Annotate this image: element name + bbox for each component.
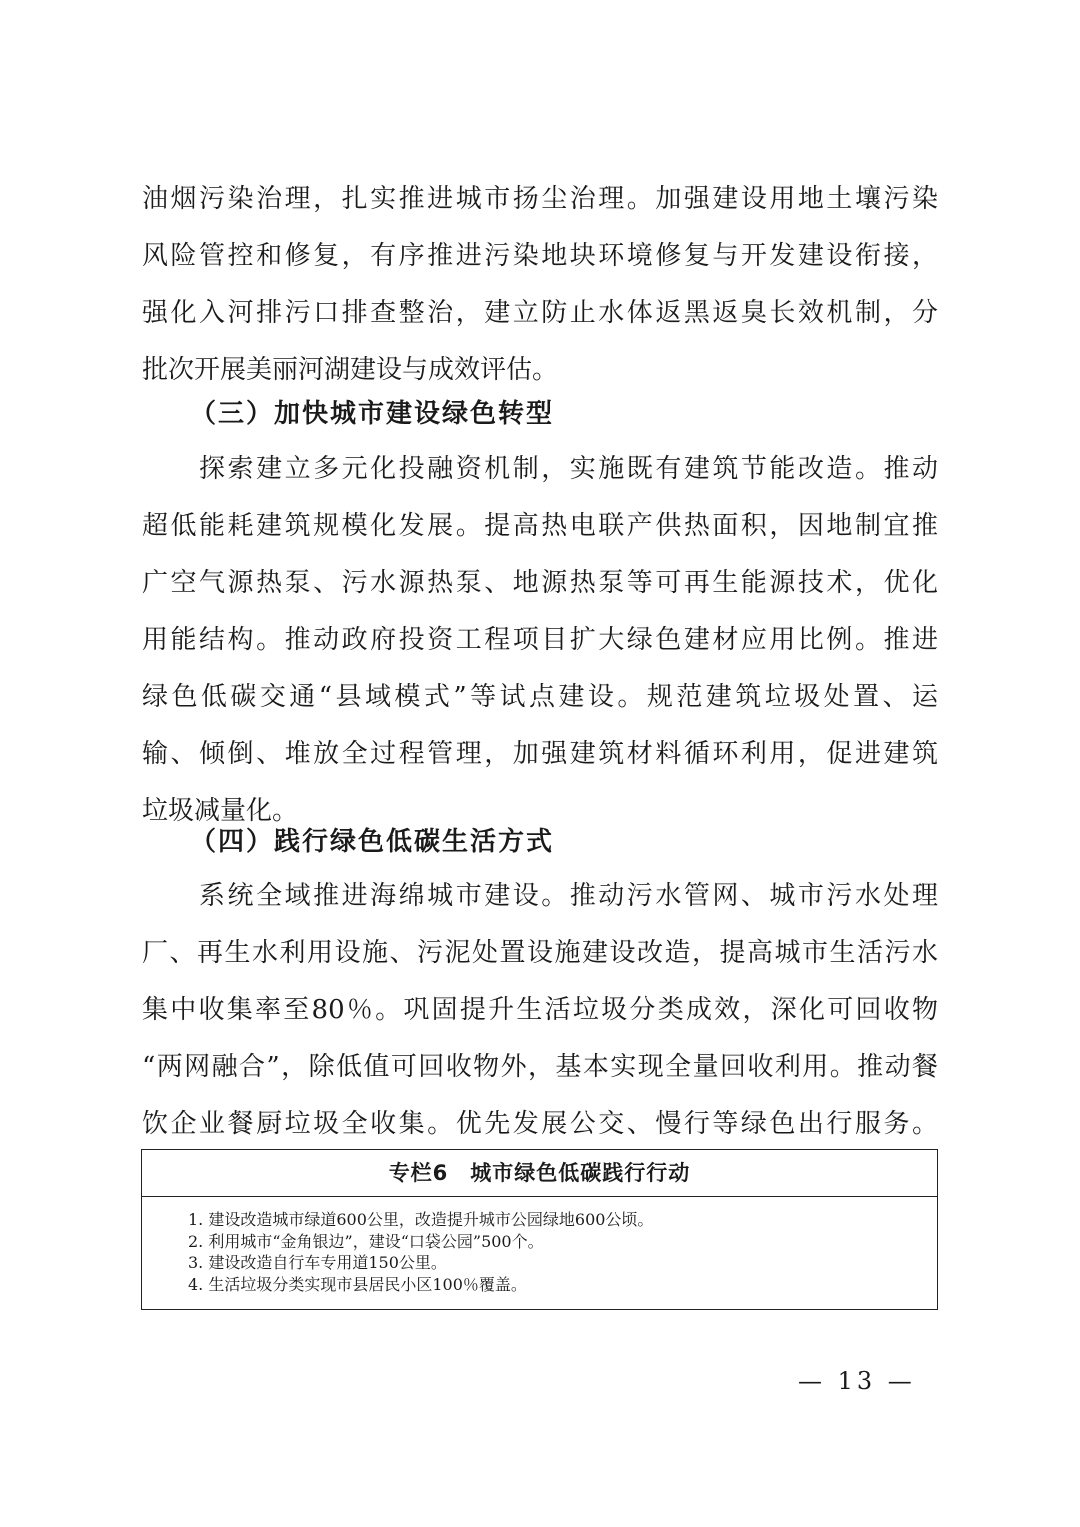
feature-box-list <box>142 1197 937 1295</box>
list-item: 4. 生活垃圾分类实现市县居民小区100％覆盖。 <box>188 1274 527 1294</box>
text-line: 饮企业餐厨垃圾全收集。优先发展公交、慢行等绿色出行服务。 <box>142 1109 938 1139</box>
text-line: 垃圾减量化。 <box>142 796 299 826</box>
text-line: 批次开展美丽河湖建设与成效评估。 <box>142 355 559 385</box>
feature-box <box>141 1149 938 1310</box>
text-line: 油烟污染治理，扎实推进城市扬尘治理。加强建设用地土壤污染 <box>142 184 938 214</box>
section-heading-3: （三）加快城市建设绿色转型 <box>190 399 555 429</box>
list-item: 3. 建设改造自行车专用道150公里。 <box>188 1253 447 1272</box>
text-line: “两网融合”，除低值可回收物外，基本实现全量回收利用。推动餐 <box>142 1052 938 1082</box>
paragraph-pollution-control <box>142 171 938 399</box>
section-heading-4: （四）践行绿色低碳生活方式 <box>190 827 555 857</box>
text-line: 输、倾倒、堆放全过程管理，加强建筑材料循环利用，促进建筑 <box>142 739 938 769</box>
text-line: 绿色低碳交通“县域模式”等试点建设。规范建筑垃圾处置、运 <box>142 682 938 712</box>
text-line: 超低能耗建筑规模化发展。提高热电联产供热面积，因地制宜推 <box>142 511 938 541</box>
paragraph-green-construction <box>142 441 938 840</box>
list-item: 1. 建设改造城市绿道600公里，改造提升城市公园绿地600公顷。 <box>188 1210 654 1229</box>
text-line: 用能结构。推动政府投资工程项目扩大绿色建材应用比例。推进 <box>142 625 938 655</box>
paragraph-low-carbon-living <box>142 868 938 1153</box>
text-line: 强化入河排污口排查整治，建立防止水体返黑返臭长效机制，分 <box>142 298 938 328</box>
text-line: 厂、再生水利用设施、污泥处置设施建设改造，提高城市生活污水 <box>142 938 938 968</box>
text-line: 探索建立多元化投融资机制，实施既有建筑节能改造。推动 <box>142 454 938 484</box>
text-line: 风险管控和修复，有序推进污染地块环境修复与开发建设衔接， <box>142 241 938 271</box>
text-line: 集中收集率至80％。巩固提升生活垃圾分类成效，深化可回收物 <box>142 995 938 1025</box>
page-number: — 13 — <box>798 1367 916 1395</box>
text-line: 广空气源热泵、污水源热泵、地源热泵等可再生能源技术，优化 <box>142 568 938 598</box>
list-item: 2. 利用城市“金角银边”，建设“口袋公园”500个。 <box>188 1231 544 1251</box>
text-line: 系统全域推进海绵城市建设。推动污水管网、城市污水处理 <box>142 881 938 911</box>
feature-box-title: 专栏6 城市绿色低碳践行行动 <box>142 1150 937 1197</box>
